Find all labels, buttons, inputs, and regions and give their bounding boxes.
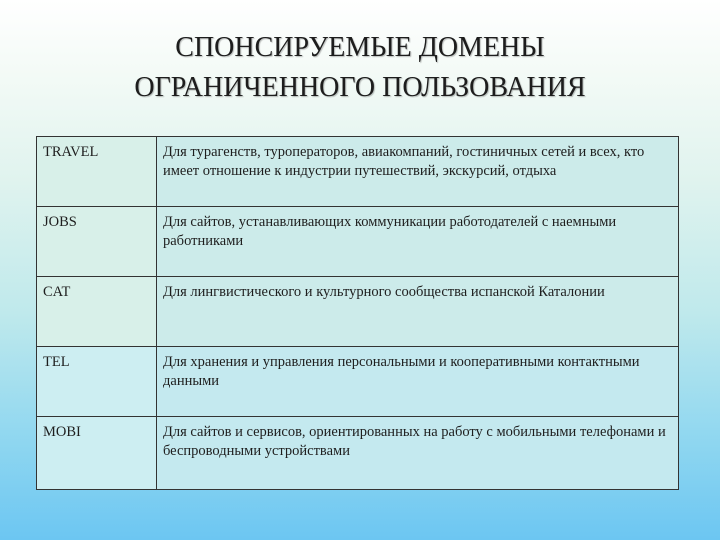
domain-name-cell: JOBS <box>37 207 157 277</box>
slide-title <box>40 28 680 108</box>
table-row <box>37 347 679 417</box>
domain-description-cell: Для турагенств, туроператоров, авиакомпаний, гостиничных сетей и всех, кто имеет отношение к индустрии путешествий, экскурсий, отдыха <box>157 137 679 207</box>
domain-name-cell: MOBI <box>37 417 157 490</box>
table-row <box>37 207 679 277</box>
domain-name-cell: TEL <box>37 347 157 417</box>
table-row <box>37 417 679 490</box>
table-row <box>37 137 679 207</box>
domain-description-cell: Для сайтов и сервисов, ориентированных на работу с мобильными телефонами и беспроводными устройствами <box>157 417 679 490</box>
domain-name-cell: TRAVEL <box>37 137 157 207</box>
domain-name-cell: CAT <box>37 277 157 347</box>
table-row <box>37 277 679 347</box>
slide-title-line-1: СПОНСИРУЕМЫЕ ДОМЕНЫ <box>175 32 545 63</box>
domain-description-cell: Для лингвистического и культурного сообщества испанской Каталонии <box>157 277 679 347</box>
domain-table <box>36 136 679 490</box>
slide-title-line-2: ОГРАНИЧЕННОГО ПОЛЬЗОВАНИЯ <box>134 72 586 103</box>
domain-description-cell: Для сайтов, устанавливающих коммуникации работодателей с наемными работниками <box>157 207 679 277</box>
domain-description-cell: Для хранения и управления персональными и кооперативными контактными данными <box>157 347 679 417</box>
